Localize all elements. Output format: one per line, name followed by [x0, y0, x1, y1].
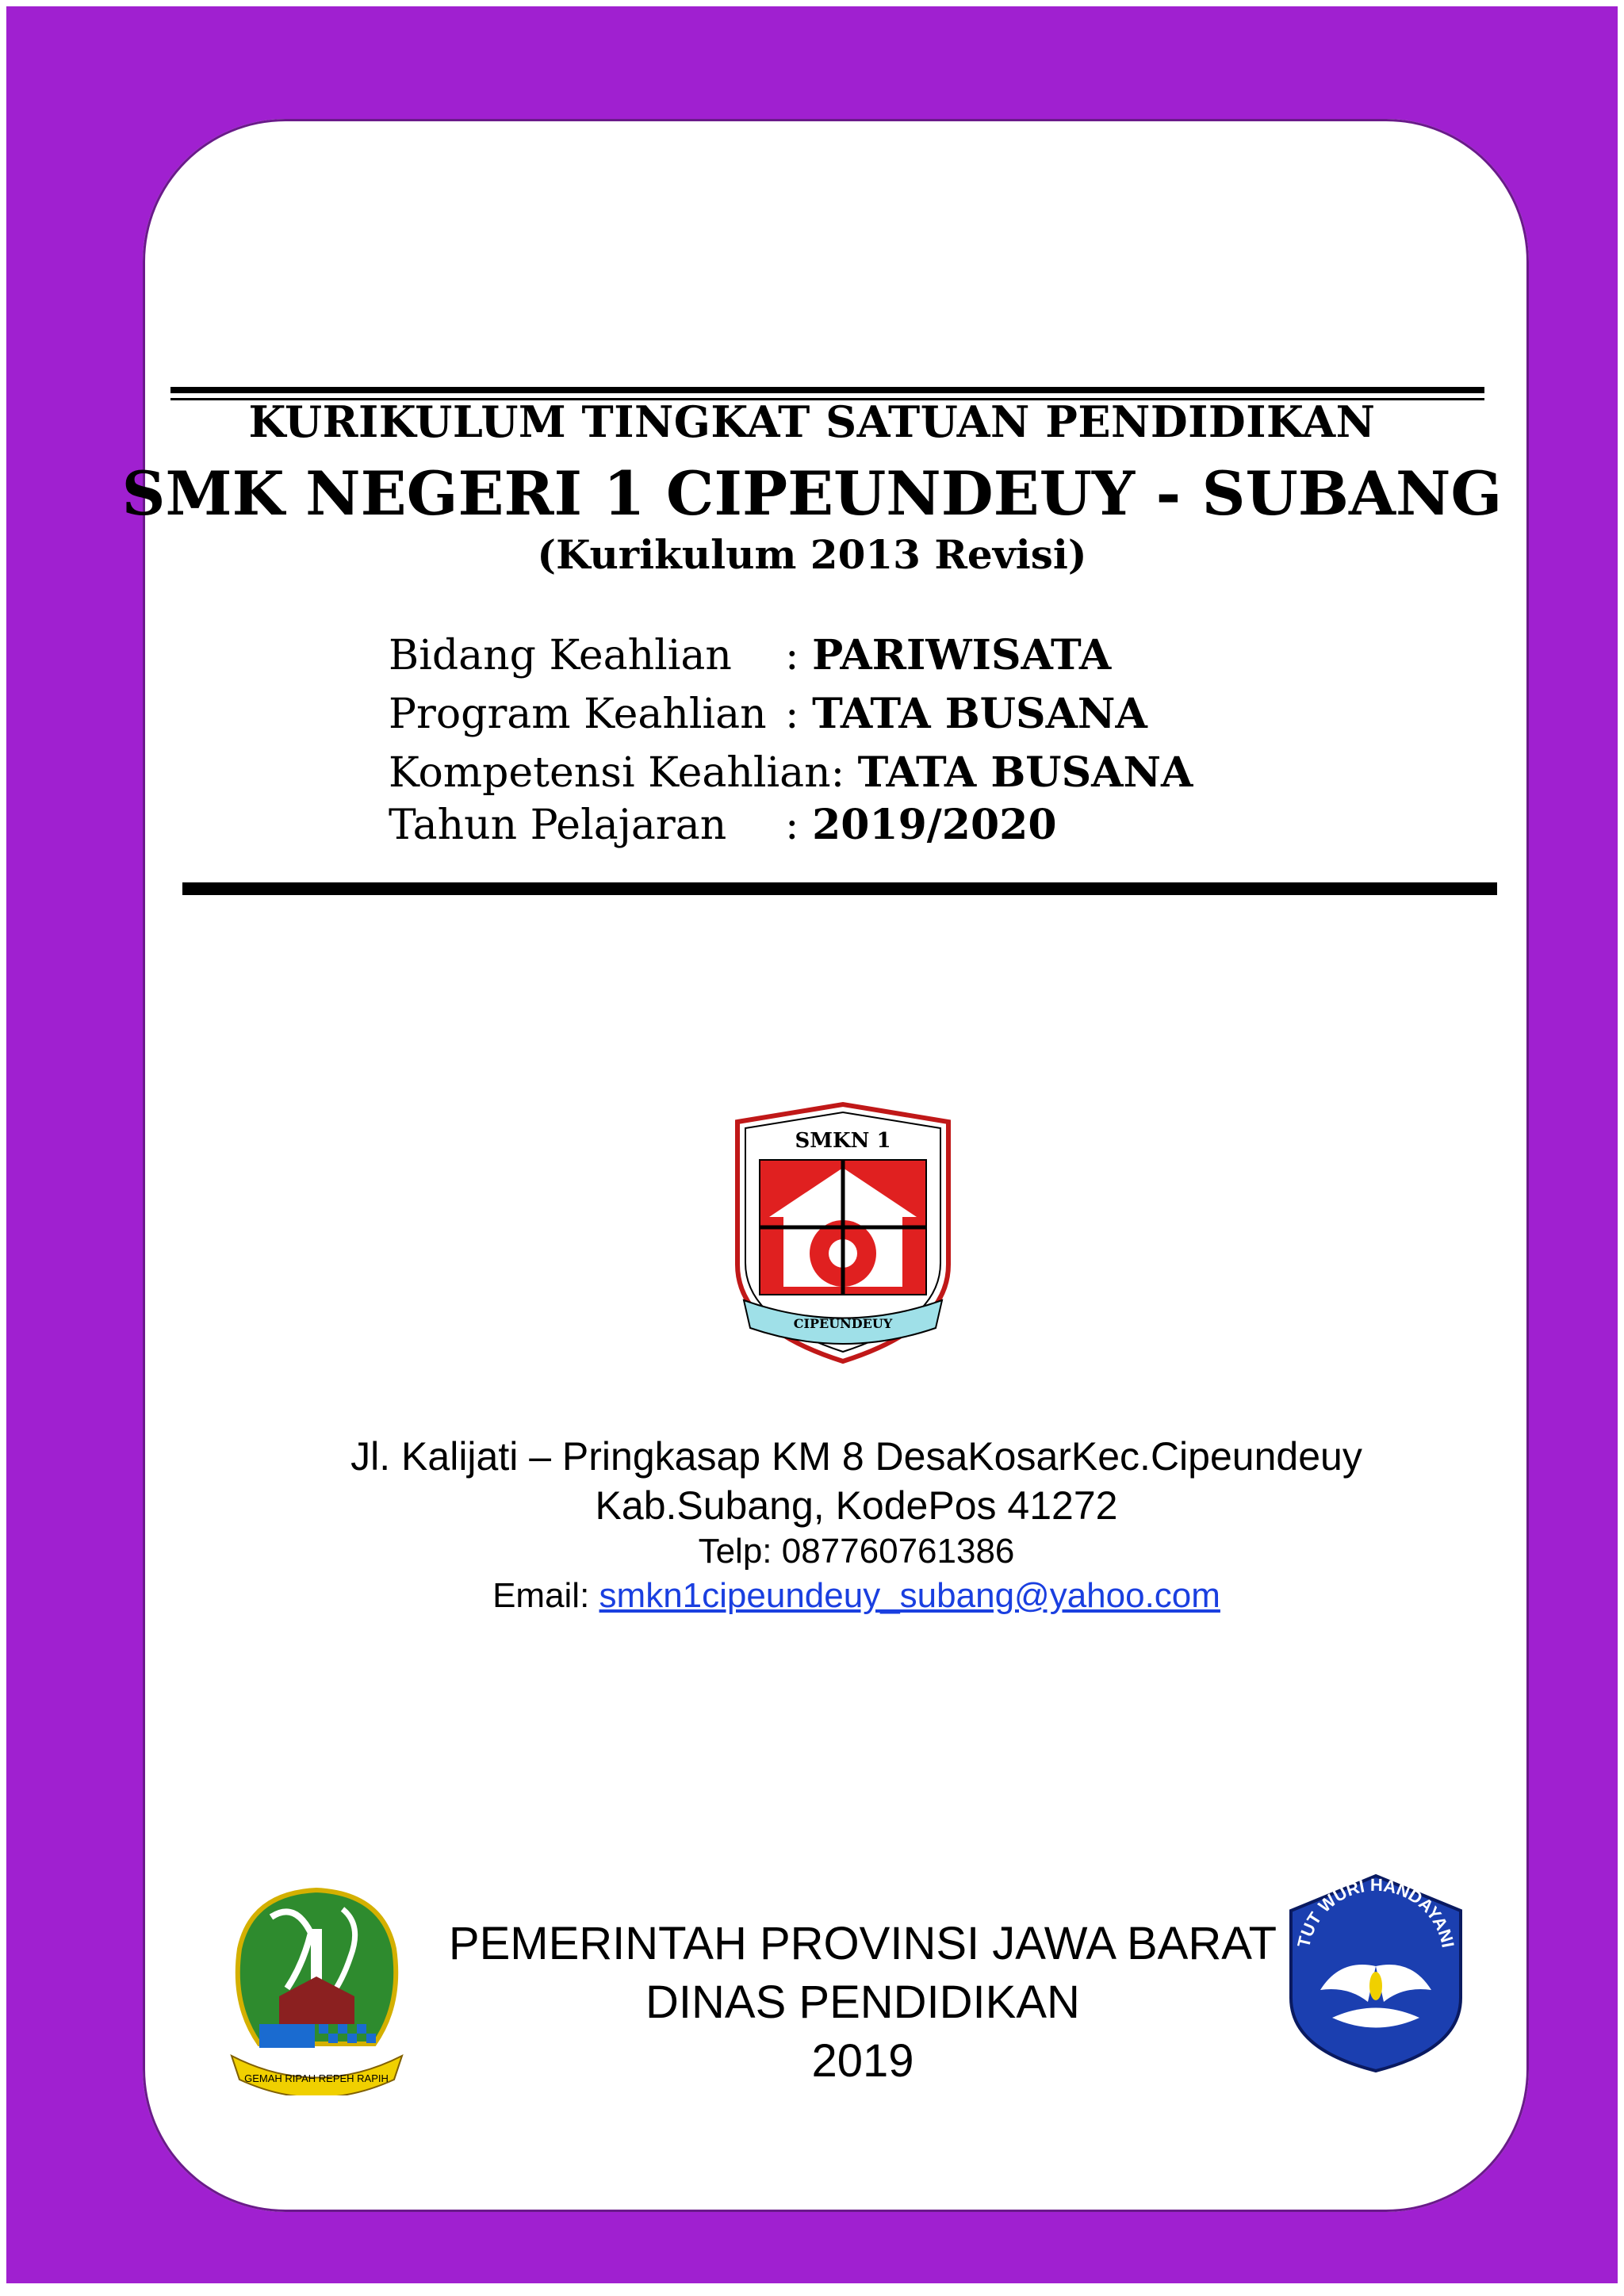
curriculum-version: (Kurikulum 2013 Revisi)	[537, 531, 1087, 578]
address-line-2: Kab.Subang, KodePos 41272	[595, 1483, 1118, 1528]
info-tahun-pelajaran	[389, 801, 1057, 849]
government-line-1: PEMERINTAH PROVINSI JAWA BARAT	[448, 1918, 1277, 1969]
document-title: KURIKULUM TINGKAT SATUAN PENDIDIKAN	[248, 396, 1376, 447]
info-separator: :	[785, 691, 813, 738]
tut-wuri-handayani-logo	[1277, 1871, 1475, 2076]
info-label: Kompetensi Keahlian	[389, 749, 831, 797]
info-value: TATA BUSANA	[812, 690, 1147, 738]
school-shield-logo	[728, 1098, 958, 1368]
info-label: Program Keahlian	[389, 691, 767, 738]
government-line-2: DINAS PENDIDIKAN	[645, 1976, 1080, 2028]
email-label: Email:	[492, 1576, 599, 1615]
info-separator: :	[785, 632, 813, 679]
info-separator: :	[785, 802, 813, 849]
bottom-rule	[182, 882, 1497, 895]
info-value: PARIWISATA	[812, 631, 1112, 679]
info-value: 2019/2020	[812, 801, 1057, 849]
tutwuri-flame-icon	[1369, 1972, 1382, 2000]
address-line-1: Jl. Kalijati – Pringkasap KM 8 DesaKosarKec.Cipeundeuy	[350, 1434, 1362, 1479]
info-value: TATA BUSANA	[857, 748, 1193, 797]
tutwuri-arc-text: TUT WURI HANDAYANI	[1293, 1874, 1458, 1950]
info-program-keahlian	[389, 690, 1147, 738]
government-year: 2019	[811, 2035, 914, 2087]
jabar-ribbon-text: GEMAH RIPAH REPEH RAPIH	[244, 2072, 389, 2084]
school-logo-top-text: SMKN 1	[795, 1129, 891, 1153]
phone-line: Telp: 087760761386	[698, 1532, 1015, 1571]
email-line	[0, 1576, 1624, 1616]
school-logo-ribbon-text: CIPEUNDEUY	[793, 1316, 893, 1331]
info-label: Bidang Keahlian	[389, 632, 732, 679]
email-link[interactable]: smkn1cipeundeuy_subang@yahoo.com	[599, 1576, 1220, 1615]
info-label: Tahun Pelajaran	[389, 802, 727, 849]
top-rule-thick	[170, 387, 1484, 393]
info-kompetensi-keahlian	[389, 748, 1193, 797]
info-separator: :	[830, 749, 858, 797]
school-name: SMK NEGERI 1 CIPEUNDEUY - SUBANG	[121, 458, 1503, 529]
school-logo-house-gear-icon	[760, 1160, 926, 1295]
info-bidang-keahlian	[389, 631, 1111, 679]
